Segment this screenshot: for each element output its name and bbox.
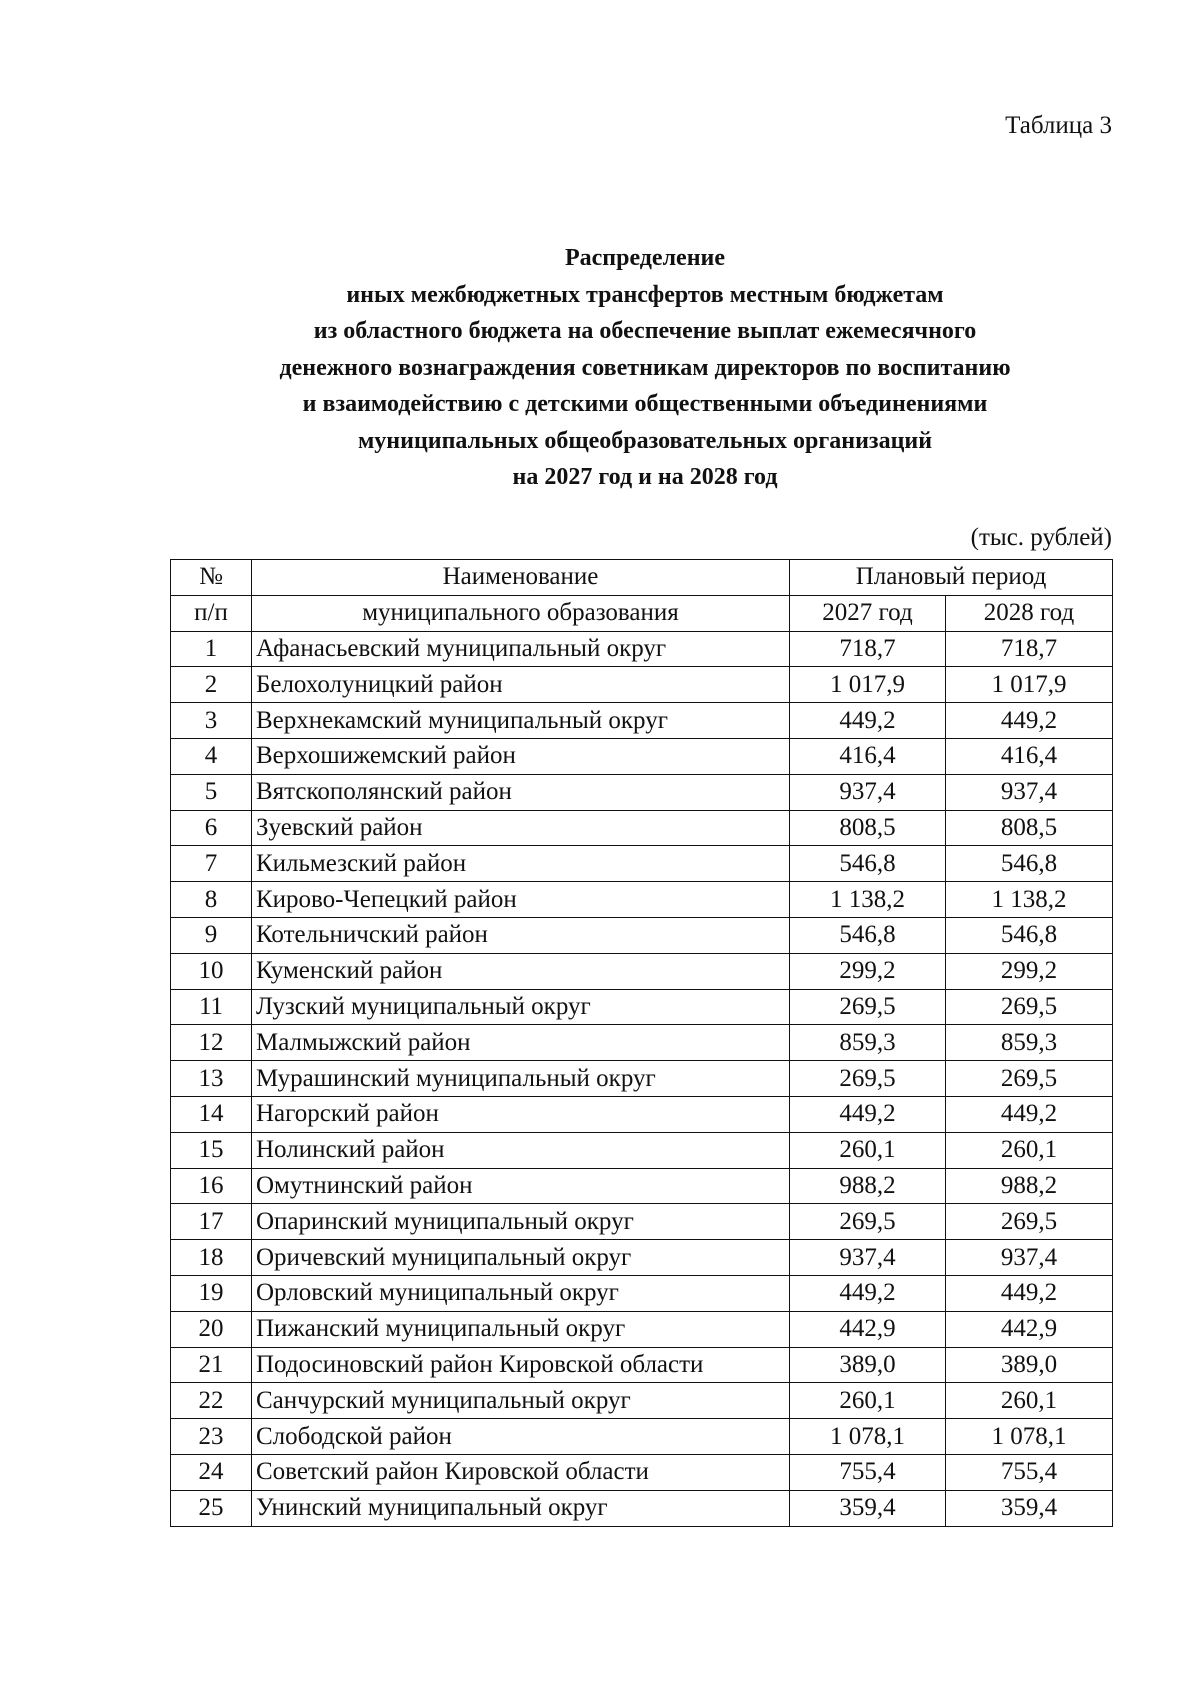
municipality-name: Орловский муниципальный округ bbox=[252, 1275, 790, 1311]
value-2027: 988,2 bbox=[790, 1168, 946, 1204]
row-number: 1 bbox=[171, 631, 252, 667]
municipality-name: Слободской район bbox=[252, 1419, 790, 1455]
value-2027: 937,4 bbox=[790, 1240, 946, 1276]
value-2028: 1 078,1 bbox=[946, 1419, 1113, 1455]
row-number: 17 bbox=[171, 1204, 252, 1240]
row-number: 15 bbox=[171, 1132, 252, 1168]
row-number: 13 bbox=[171, 1061, 252, 1097]
municipality-name: Верхнекамский муниципальный округ bbox=[252, 703, 790, 739]
value-2027: 269,5 bbox=[790, 989, 946, 1025]
value-2028: 449,2 bbox=[946, 703, 1113, 739]
value-2027: 1 138,2 bbox=[790, 882, 946, 918]
value-2027: 449,2 bbox=[790, 1096, 946, 1132]
table-row bbox=[171, 882, 1113, 918]
value-2027: 546,8 bbox=[790, 917, 946, 953]
municipality-name: Вятскополянский район bbox=[252, 774, 790, 810]
table-row bbox=[171, 1275, 1113, 1311]
value-2028: 988,2 bbox=[946, 1168, 1113, 1204]
document-title bbox=[0, 240, 1200, 496]
row-number: 14 bbox=[171, 1096, 252, 1132]
title-line: из областного бюджета на обеспечение выплат ежемесячного bbox=[313, 318, 977, 344]
table-row bbox=[171, 1383, 1113, 1419]
value-2028: 546,8 bbox=[946, 846, 1113, 882]
header-name-top: Наименование bbox=[252, 560, 790, 596]
value-2028: 449,2 bbox=[946, 1275, 1113, 1311]
value-2028: 859,3 bbox=[946, 1025, 1113, 1061]
row-number: 24 bbox=[171, 1454, 252, 1490]
table-row bbox=[171, 1132, 1113, 1168]
table-row bbox=[171, 1454, 1113, 1490]
municipality-name: Пижанский муниципальный округ bbox=[252, 1311, 790, 1347]
municipality-name: Омутнинский район bbox=[252, 1168, 790, 1204]
row-number: 11 bbox=[171, 989, 252, 1025]
municipality-name: Санчурский муниципальный округ bbox=[252, 1383, 790, 1419]
value-2027: 359,4 bbox=[790, 1490, 946, 1526]
row-number: 9 bbox=[171, 917, 252, 953]
municipality-name: Нагорский район bbox=[252, 1096, 790, 1132]
table-row bbox=[171, 1061, 1113, 1097]
row-number: 3 bbox=[171, 703, 252, 739]
units-note: (тыс. рублей) bbox=[970, 524, 1112, 551]
value-2027: 449,2 bbox=[790, 703, 946, 739]
value-2028: 299,2 bbox=[946, 953, 1113, 989]
header-name-bottom: муниципального образования bbox=[252, 595, 790, 631]
table-label: Таблица 3 bbox=[1005, 112, 1112, 139]
table-row bbox=[171, 703, 1113, 739]
row-number: 23 bbox=[171, 1419, 252, 1455]
table-row bbox=[171, 1168, 1113, 1204]
value-2027: 937,4 bbox=[790, 774, 946, 810]
value-2028: 718,7 bbox=[946, 631, 1113, 667]
value-2027: 1 078,1 bbox=[790, 1419, 946, 1455]
municipality-name: Кирово-Чепецкий район bbox=[252, 882, 790, 918]
row-number: 8 bbox=[171, 882, 252, 918]
table-row bbox=[171, 1311, 1113, 1347]
value-2027: 859,3 bbox=[790, 1025, 946, 1061]
row-number: 2 bbox=[171, 667, 252, 703]
municipality-name: Опаринский муниципальный округ bbox=[252, 1204, 790, 1240]
header-year-2027: 2027 год bbox=[790, 595, 946, 631]
table-row bbox=[171, 1240, 1113, 1276]
value-2028: 416,4 bbox=[946, 738, 1113, 774]
row-number: 4 bbox=[171, 738, 252, 774]
row-number: 10 bbox=[171, 953, 252, 989]
value-2027: 260,1 bbox=[790, 1132, 946, 1168]
municipality-name: Мурашинский муниципальный округ bbox=[252, 1061, 790, 1097]
row-number: 5 bbox=[171, 774, 252, 810]
header-year-2028: 2028 год bbox=[946, 595, 1113, 631]
value-2028: 449,2 bbox=[946, 1096, 1113, 1132]
header-period: Плановый период bbox=[790, 560, 1113, 596]
row-number: 18 bbox=[171, 1240, 252, 1276]
table-body bbox=[171, 631, 1113, 1526]
table-row bbox=[171, 1204, 1113, 1240]
value-2027: 299,2 bbox=[790, 953, 946, 989]
value-2028: 442,9 bbox=[946, 1311, 1113, 1347]
value-2027: 269,5 bbox=[790, 1061, 946, 1097]
table-row bbox=[171, 631, 1113, 667]
value-2028: 260,1 bbox=[946, 1383, 1113, 1419]
value-2027: 718,7 bbox=[790, 631, 946, 667]
municipality-name: Унинский муниципальный округ bbox=[252, 1490, 790, 1526]
header-num-bottom: п/п bbox=[171, 595, 252, 631]
value-2028: 389,0 bbox=[946, 1347, 1113, 1383]
municipality-name: Зуевский район bbox=[252, 810, 790, 846]
value-2028: 937,4 bbox=[946, 774, 1113, 810]
table-row bbox=[171, 917, 1113, 953]
value-2027: 260,1 bbox=[790, 1383, 946, 1419]
value-2027: 1 017,9 bbox=[790, 667, 946, 703]
value-2027: 546,8 bbox=[790, 846, 946, 882]
table-row bbox=[171, 810, 1113, 846]
municipality-name: Кильмезский район bbox=[252, 846, 790, 882]
title-line: на 2027 год и на 2028 год bbox=[512, 464, 778, 490]
municipality-name: Оричевский муниципальный округ bbox=[252, 1240, 790, 1276]
municipality-name: Верхошижемский район bbox=[252, 738, 790, 774]
table-row bbox=[171, 989, 1113, 1025]
municipality-name: Подосиновский район Кировской области bbox=[252, 1347, 790, 1383]
table-row bbox=[171, 1025, 1113, 1061]
title-line: денежного вознаграждения советникам директоров по воспитанию bbox=[279, 354, 1011, 381]
municipality-name: Куменский район bbox=[252, 953, 790, 989]
value-2028: 269,5 bbox=[946, 989, 1113, 1025]
row-number: 6 bbox=[171, 810, 252, 846]
title-line: иных межбюджетных трансфертов местным бюджетам bbox=[346, 281, 944, 308]
municipality-name: Белохолуницкий район bbox=[252, 667, 790, 703]
value-2028: 808,5 bbox=[946, 810, 1113, 846]
value-2027: 755,4 bbox=[790, 1454, 946, 1490]
municipality-name: Советский район Кировской области bbox=[252, 1454, 790, 1490]
title-line: Распределение bbox=[564, 245, 726, 271]
value-2028: 755,4 bbox=[946, 1454, 1113, 1490]
municipality-name: Афанасьевский муниципальный округ bbox=[252, 631, 790, 667]
value-2027: 389,0 bbox=[790, 1347, 946, 1383]
value-2028: 1 017,9 bbox=[946, 667, 1113, 703]
row-number: 21 bbox=[171, 1347, 252, 1383]
row-number: 19 bbox=[171, 1275, 252, 1311]
row-number: 22 bbox=[171, 1383, 252, 1419]
table-row bbox=[171, 738, 1113, 774]
row-number: 7 bbox=[171, 846, 252, 882]
header-row bbox=[171, 595, 1113, 631]
value-2028: 359,4 bbox=[946, 1490, 1113, 1526]
table-row bbox=[171, 846, 1113, 882]
value-2027: 416,4 bbox=[790, 738, 946, 774]
row-number: 16 bbox=[171, 1168, 252, 1204]
municipality-name: Нолинский район bbox=[252, 1132, 790, 1168]
value-2028: 546,8 bbox=[946, 917, 1113, 953]
title-line: муниципальных общеобразовательных организаций bbox=[357, 427, 933, 454]
value-2027: 449,2 bbox=[790, 1275, 946, 1311]
value-2028: 269,5 bbox=[946, 1204, 1113, 1240]
municipality-name: Лузский муниципальный округ bbox=[252, 989, 790, 1025]
title-line: и взаимодействию с детскими общественными объединениями bbox=[302, 391, 988, 417]
table-row bbox=[171, 953, 1113, 989]
value-2027: 442,9 bbox=[790, 1311, 946, 1347]
municipality-name: Малмыжский район bbox=[252, 1025, 790, 1061]
value-2028: 937,4 bbox=[946, 1240, 1113, 1276]
header-row bbox=[171, 560, 1113, 596]
table-row bbox=[171, 774, 1113, 810]
table-row bbox=[171, 1419, 1113, 1455]
row-number: 25 bbox=[171, 1490, 252, 1526]
header-num-top: № bbox=[171, 560, 252, 596]
table-row bbox=[171, 1490, 1113, 1526]
table-row bbox=[171, 1347, 1113, 1383]
value-2027: 808,5 bbox=[790, 810, 946, 846]
distribution-table bbox=[170, 559, 1113, 1527]
value-2027: 269,5 bbox=[790, 1204, 946, 1240]
value-2028: 260,1 bbox=[946, 1132, 1113, 1168]
row-number: 20 bbox=[171, 1311, 252, 1347]
table-row bbox=[171, 667, 1113, 703]
value-2028: 1 138,2 bbox=[946, 882, 1113, 918]
value-2028: 269,5 bbox=[946, 1061, 1113, 1097]
row-number: 12 bbox=[171, 1025, 252, 1061]
municipality-name: Котельничский район bbox=[252, 917, 790, 953]
table-row bbox=[171, 1096, 1113, 1132]
